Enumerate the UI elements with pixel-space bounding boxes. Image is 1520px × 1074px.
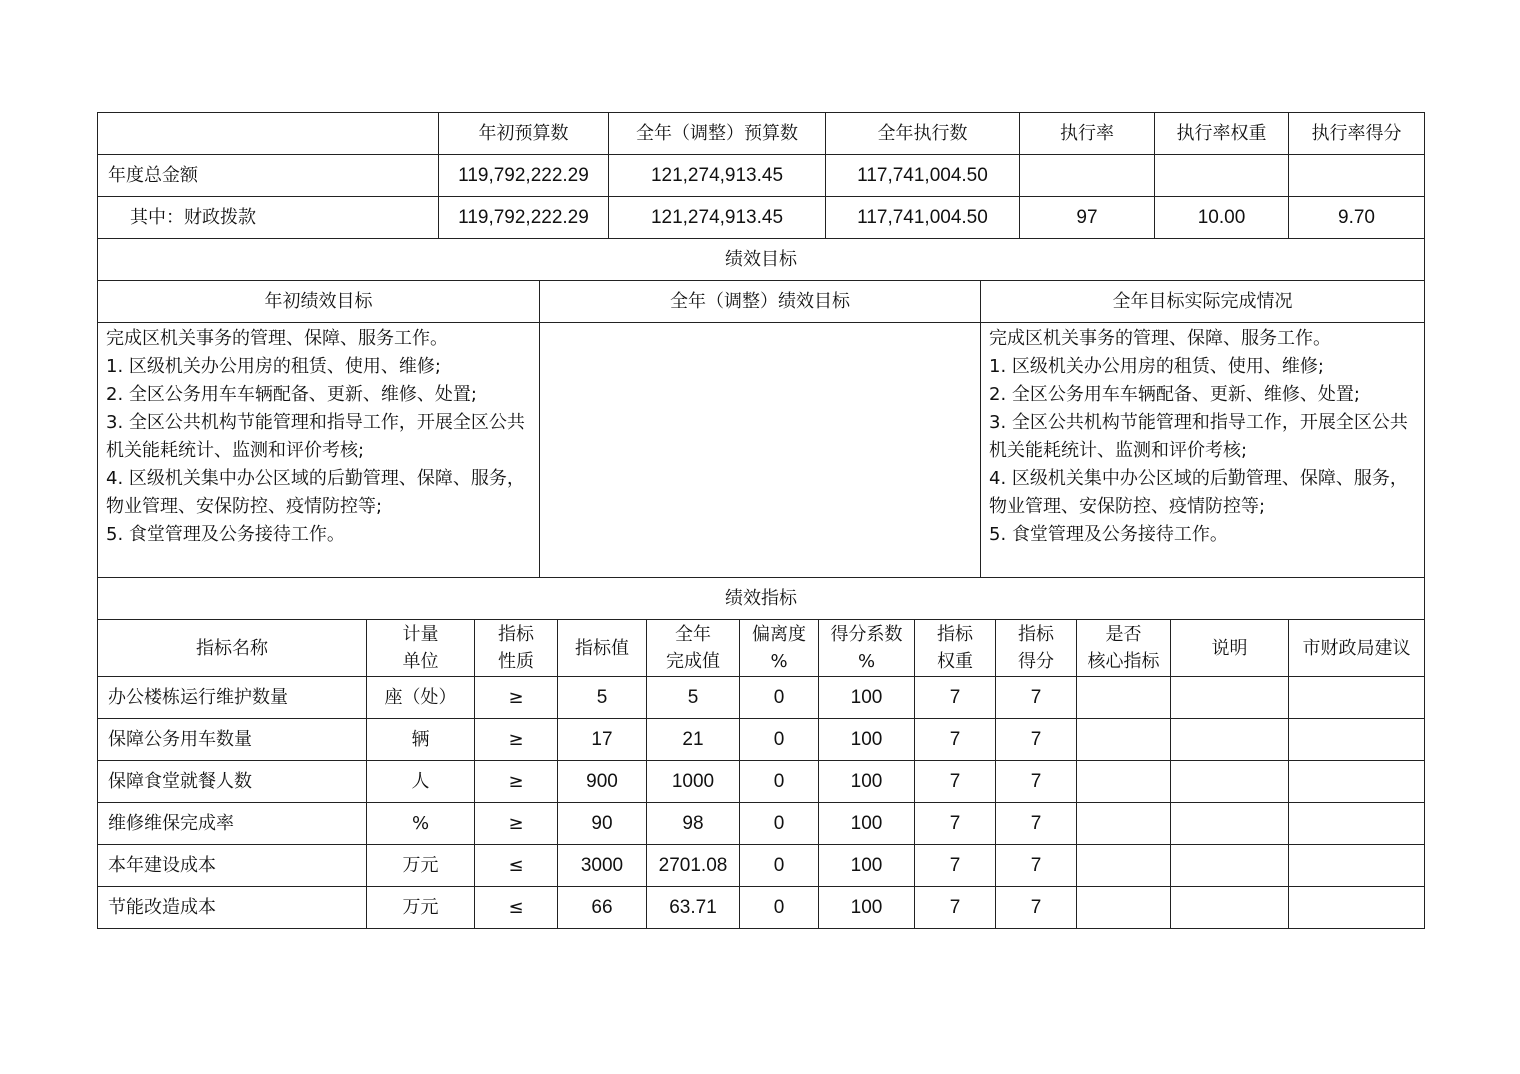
indicator-cell (1171, 887, 1289, 929)
indicator-cell: 100 (819, 887, 915, 929)
indicators-section-title: 绩效指标 (98, 578, 1425, 620)
indicator-cell: 7 (996, 677, 1077, 719)
indicator-cell: % (367, 803, 475, 845)
header-text: 得分系数 (830, 624, 903, 645)
indicator-cell: 万元 (367, 845, 475, 887)
budget-cell: 117,741,004.50 (826, 197, 1020, 239)
budget-header-cell: 执行率得分 (1289, 113, 1425, 155)
indicator-cell (1077, 845, 1171, 887)
indicator-header-cell (996, 620, 1077, 677)
indicator-cell (1171, 719, 1289, 761)
indicator-cell: 0 (740, 803, 819, 845)
indicator-cell: 17 (558, 719, 647, 761)
budget-cell (1155, 155, 1289, 197)
indicator-cell (1077, 803, 1171, 845)
header-text: 市财政局建议 (1302, 637, 1411, 659)
indicator-cell: 1000 (647, 761, 740, 803)
indicator-cell: 3000 (558, 845, 647, 887)
indicator-header-cell (1171, 620, 1289, 677)
indicator-name: 维修维保完成率 (98, 803, 367, 845)
budget-cell: 119,792,222.29 (439, 155, 609, 197)
goals-header-actual: 全年目标实际完成情况 (981, 281, 1425, 323)
indicator-cell: 21 (647, 719, 740, 761)
indicator-cell (1077, 719, 1171, 761)
indicator-cell (1289, 761, 1425, 803)
header-text: 计量 (402, 624, 439, 645)
indicator-cell: 7 (915, 887, 996, 929)
indicator-cell: 7 (915, 803, 996, 845)
header-text: 性质 (498, 651, 534, 672)
header-text: 指标值 (575, 637, 629, 659)
indicator-cell: 100 (819, 803, 915, 845)
goals-header-adjusted: 全年（调整）绩效目标 (540, 281, 981, 323)
budget-cell (1020, 155, 1155, 197)
budget-header-cell: 执行率权重 (1155, 113, 1289, 155)
indicator-cell: 7 (915, 677, 996, 719)
indicator-header-cell (1077, 620, 1171, 677)
budget-header-cell: 执行率 (1020, 113, 1155, 155)
indicator-cell: 7 (915, 845, 996, 887)
indicator-row (98, 719, 1425, 761)
header-text: 权重 (937, 651, 973, 672)
goals-table (97, 238, 1425, 578)
indicator-name: 节能改造成本 (98, 887, 367, 929)
indicator-cell: ≥ (475, 803, 558, 845)
indicators-table (97, 577, 1425, 929)
budget-row (98, 197, 1425, 239)
indicator-cell: 7 (996, 719, 1077, 761)
indicator-cell: ≥ (475, 677, 558, 719)
goals-header-initial: 年初绩效目标 (98, 281, 540, 323)
budget-cell: 97 (1020, 197, 1155, 239)
indicator-cell: 0 (740, 887, 819, 929)
indicator-cell: 63.71 (647, 887, 740, 929)
header-text: 完成值 (666, 651, 720, 672)
indicator-cell: 0 (740, 677, 819, 719)
budget-header-row (98, 113, 1425, 155)
header-text: % (770, 651, 788, 672)
indicator-cell: 2701.08 (647, 845, 740, 887)
budget-row (98, 155, 1425, 197)
indicator-cell: 7 (996, 803, 1077, 845)
indicator-cell (1289, 803, 1425, 845)
indicator-cell: 座（处） (367, 677, 475, 719)
indicator-header-cell (475, 620, 558, 677)
header-text: 单位 (402, 651, 439, 672)
indicator-row (98, 677, 1425, 719)
header-text: 核心指标 (1087, 651, 1160, 672)
indicator-name: 保障公务用车数量 (98, 719, 367, 761)
budget-row-label: 其中：财政拨款 (98, 197, 439, 239)
indicator-cell (1289, 887, 1425, 929)
budget-cell: 119,792,222.29 (439, 197, 609, 239)
budget-cell: 10.00 (1155, 197, 1289, 239)
indicator-cell: 900 (558, 761, 647, 803)
indicator-cell: 98 (647, 803, 740, 845)
performance-table (97, 113, 1424, 929)
indicator-cell: ≥ (475, 719, 558, 761)
indicator-row (98, 887, 1425, 929)
header-text: 全年 (675, 624, 711, 645)
indicator-cell: 7 (996, 887, 1077, 929)
budget-header-cell: 全年（调整）预算数 (609, 113, 826, 155)
indicator-cell: 7 (915, 761, 996, 803)
indicator-cell: 5 (558, 677, 647, 719)
indicator-cell (1171, 845, 1289, 887)
budget-header-cell: 全年执行数 (826, 113, 1020, 155)
indicator-cell: 100 (819, 761, 915, 803)
indicator-header-cell (915, 620, 996, 677)
indicator-cell: 100 (819, 719, 915, 761)
goals-actual: 完成区机关事务的管理、保障、服务工作。 1. 区级机关办公用房的租赁、使用、维修; 2. 全区公务用车车辆配备、更新、维修、处置; 3. 全区公共机构节能管理和指导工作，开展全区公共机关能耗统计、监测和评价考核; 4. 区级机关集中办公区域的后勤管理、保障、服务，物业管理、安保防控、疫情防控等; 5. 食堂管理及公务接待工作。 (981, 323, 1425, 578)
indicator-cell: ≥ (475, 761, 558, 803)
indicator-header-cell (367, 620, 475, 677)
indicator-cell: ≤ (475, 887, 558, 929)
indicator-cell: 66 (558, 887, 647, 929)
indicator-header-cell (558, 620, 647, 677)
budget-header-cell (98, 113, 439, 155)
indicator-cell: 90 (558, 803, 647, 845)
budget-cell: 9.70 (1289, 197, 1425, 239)
indicator-cell: 7 (996, 845, 1077, 887)
indicator-row (98, 845, 1425, 887)
header-text: % (857, 651, 876, 672)
budget-cell: 121,274,913.45 (609, 197, 826, 239)
header-text: 指标名称 (196, 637, 268, 659)
indicator-cell: ≤ (475, 845, 558, 887)
budget-cell: 121,274,913.45 (609, 155, 826, 197)
indicator-cell (1289, 677, 1425, 719)
indicator-cell (1289, 845, 1425, 887)
indicator-header-cell (98, 620, 367, 677)
indicator-header-cell (1289, 620, 1425, 677)
indicator-cell (1077, 761, 1171, 803)
indicator-cell: 万元 (367, 887, 475, 929)
header-text: 指标 (937, 624, 973, 645)
indicator-cell: 100 (819, 677, 915, 719)
budget-header-cell: 年初预算数 (439, 113, 609, 155)
budget-cell (1289, 155, 1425, 197)
indicator-cell: 5 (647, 677, 740, 719)
indicator-cell: 人 (367, 761, 475, 803)
budget-row-label: 年度总金额 (98, 155, 439, 197)
header-text: 说明 (1211, 637, 1248, 659)
indicator-name: 办公楼栋运行维护数量 (98, 677, 367, 719)
goals-adjusted (540, 323, 981, 578)
goals-section-title: 绩效目标 (98, 239, 1425, 281)
indicator-cell (1171, 761, 1289, 803)
header-text: 指标 (1018, 624, 1054, 645)
indicator-row (98, 761, 1425, 803)
goals-initial: 完成区机关事务的管理、保障、服务工作。 1. 区级机关办公用房的租赁、使用、维修; 2. 全区公务用车车辆配备、更新、维修、处置; 3. 全区公共机构节能管理和指导工作，开展全区公共机关能耗统计、监测和评价考核; 4. 区级机关集中办公区域的后勤管理、保障、服务，物业管理、安保防控、疫情防控等; 5. 食堂管理及公务接待工作。 (98, 323, 540, 578)
indicator-cell: 0 (740, 845, 819, 887)
header-text: 偏离度 (752, 624, 806, 645)
indicator-cell: 辆 (367, 719, 475, 761)
indicator-cell: 0 (740, 719, 819, 761)
budget-cell: 117,741,004.50 (826, 155, 1020, 197)
budget-table (97, 112, 1425, 239)
indicator-cell (1171, 803, 1289, 845)
header-text: 指标 (498, 624, 534, 645)
header-text: 得分 (1018, 651, 1054, 672)
indicator-row (98, 803, 1425, 845)
indicator-header-cell (819, 620, 915, 677)
indicator-cell: 7 (915, 719, 996, 761)
header-text: 是否 (1105, 624, 1142, 645)
indicator-header-cell (740, 620, 819, 677)
indicator-cell (1077, 887, 1171, 929)
indicator-cell (1077, 677, 1171, 719)
indicator-cell (1171, 677, 1289, 719)
indicators-header-row (98, 620, 1425, 677)
indicator-header-cell (647, 620, 740, 677)
indicator-name: 本年建设成本 (98, 845, 367, 887)
indicator-name: 保障食堂就餐人数 (98, 761, 367, 803)
indicator-cell: 7 (996, 761, 1077, 803)
indicator-cell (1289, 719, 1425, 761)
indicator-cell: 100 (819, 845, 915, 887)
indicator-cell: 0 (740, 761, 819, 803)
